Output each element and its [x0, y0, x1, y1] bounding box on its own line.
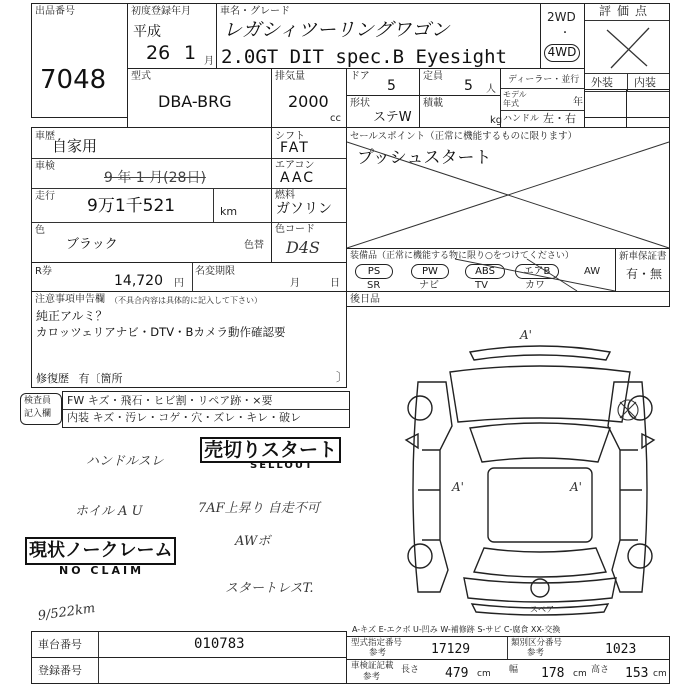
doors-box: [346, 68, 420, 96]
note-drive: 7AF上昇り 自走不可: [198, 501, 320, 516]
recycle-value: 14,720: [114, 273, 163, 289]
equip-sr: SR: [367, 280, 381, 291]
fuel-label: 燃料: [275, 190, 295, 201]
after-items-label: 後日品: [350, 294, 380, 305]
type-designation-box: [346, 636, 670, 660]
inspector-label: [20, 393, 62, 425]
color-value: ブラック: [66, 237, 118, 252]
km-unit: km: [220, 205, 238, 218]
sales-point-cross-mark: [347, 128, 671, 250]
note-start: スタートレスT.: [225, 581, 314, 596]
lot-number-box: [31, 3, 128, 118]
displacement: 2000: [288, 92, 329, 111]
equip-abs: ABS: [465, 264, 505, 279]
displacement-label: 排気量: [275, 71, 305, 82]
model-name-label: 車名・グレード: [220, 6, 290, 17]
length-value: 479: [445, 666, 469, 681]
yen-unit: 円: [174, 278, 184, 289]
fuel-value: ガソリン: [276, 201, 332, 217]
note-wheel: ホイル A U: [75, 504, 143, 519]
grade: 2.0GT DIT spec.B Eyesight: [221, 46, 507, 68]
doors-label: ドア: [350, 71, 370, 82]
repaint-label: 色替: [244, 240, 264, 251]
sellout-stamp: [200, 437, 358, 473]
notes-label: 注意事項申告欄: [35, 294, 105, 305]
history-label: 車歴: [35, 131, 55, 142]
after-items-box: [346, 291, 670, 307]
equip-tv: TV: [475, 280, 488, 291]
dealer-label: ディーラー・並行: [508, 75, 580, 85]
diagram-mark-front: A': [520, 328, 532, 342]
drive-4wd: 4WD: [544, 44, 580, 62]
type-designation-label: 型式指定番号: [351, 638, 403, 648]
width-label: 幅: [509, 665, 519, 675]
warranty-value: 有・無: [626, 267, 663, 281]
sellout-sub: SELLOUT: [250, 460, 314, 471]
inspector-label-1: 検査員: [24, 396, 52, 406]
mileage-value: 9万1千521: [87, 196, 176, 216]
color-code: D4S: [286, 238, 320, 257]
cc-unit: cc: [330, 113, 341, 124]
category-label: 類別区分番号: [511, 638, 563, 648]
model-name: レガシィツーリングワゴン: [223, 19, 450, 41]
type-designation-ref: 参考: [369, 648, 387, 658]
repair-label: 修復歴: [36, 372, 69, 385]
capacity: 5: [464, 78, 473, 94]
first-registration-box: [127, 3, 217, 69]
first-registration-label: 初度登録年月: [131, 6, 191, 17]
sales-point-text: プッシュスタート: [357, 148, 492, 168]
equip-airbag: エアB: [515, 264, 559, 279]
inspector-label-2: 記入欄: [24, 409, 52, 419]
registration-no-box: [31, 657, 347, 684]
capacity-label: 定員: [423, 71, 443, 82]
drive-2wd: 2WD: [547, 10, 576, 24]
type-designation-value: 17129: [431, 642, 471, 657]
era: 平成: [133, 24, 161, 40]
shape-label: 形状: [350, 98, 370, 109]
width-value: 178: [541, 666, 565, 681]
model-year-label: モデル年式: [503, 90, 527, 108]
length-unit: cm: [477, 669, 491, 679]
spare-label: スペア: [530, 605, 554, 614]
car-body-diagram: [400, 330, 660, 620]
name-change-label: 名変期限: [195, 266, 235, 277]
history-block: [31, 127, 272, 263]
chassis-value: 010783: [194, 636, 245, 652]
capacity-box: [419, 68, 501, 96]
inspector-row-1: FW キズ・飛石・ヒビ割・リペア跡・×要: [67, 394, 273, 407]
height-value: 153: [625, 666, 649, 681]
inspection-value: 9 年 1 月(28日): [104, 170, 206, 186]
sales-point-box: [346, 127, 670, 249]
score-label: 評価点: [599, 4, 654, 18]
equip-ps: PS: [355, 264, 393, 279]
repair-bracket-close: 〕: [336, 370, 349, 384]
notes-line-2: カロッツェリアナビ・DTV・Bカメラ動作確認要: [36, 325, 286, 339]
registration-year: 26: [146, 42, 171, 64]
person-unit: 人: [486, 84, 496, 95]
equipment-cross-mark: [347, 249, 617, 293]
recycle-label: R券: [35, 266, 52, 277]
history-value: 自家用: [52, 137, 98, 155]
chassis-box: [31, 631, 347, 658]
registration-month: 1: [184, 42, 197, 64]
model-code-label: 型式: [131, 71, 151, 82]
displacement-box: [271, 68, 347, 128]
lot-number: 7048: [40, 65, 107, 95]
equip-navi: ナビ: [419, 280, 439, 291]
inspector-table: [62, 391, 350, 428]
year-unit: 年: [573, 97, 583, 108]
width-unit: cm: [573, 669, 587, 679]
notes-line-1: 純正アルミ？: [36, 309, 108, 323]
interior-score-cell: [626, 89, 670, 128]
diagram-mark-right: A': [570, 480, 582, 494]
warranty-label: 新車保証書: [619, 251, 667, 262]
name-change-day: 日: [330, 278, 340, 289]
equip-pw: PW: [411, 264, 449, 279]
inspection-cert-label: 車検証記載: [351, 661, 394, 671]
equip-leather: カワ: [525, 280, 545, 291]
handle-label: ハンドル: [503, 114, 540, 124]
chassis-label: 車台番号: [38, 638, 82, 651]
drive-box: [540, 3, 585, 69]
equipment-label: 装備品（正常に機能する物に限り○をつけてください）: [350, 251, 574, 261]
lot-number-label: 出品番号: [35, 6, 75, 17]
shift-label: シフト: [275, 131, 305, 142]
shape-box: [346, 95, 420, 128]
mileage-label: 走行: [35, 191, 55, 202]
exterior-score-cell: [584, 89, 627, 128]
interior-label: 内装: [634, 76, 656, 89]
height-unit: cm: [653, 669, 667, 679]
doors: 5: [387, 78, 396, 94]
sales-point-label: セールスポイント（正常に機能するものに限ります）: [350, 131, 578, 142]
length-label: 長さ: [401, 665, 420, 675]
category-ref: 参考: [527, 648, 545, 658]
inspection-label: 車検: [35, 161, 55, 172]
category-value: 1023: [605, 642, 637, 657]
shift-value: FAT: [280, 140, 310, 156]
equipment-box: [346, 248, 616, 292]
handle-value: 左・右: [543, 112, 576, 125]
noclaim-stamp: [25, 537, 190, 581]
note-handle-scuff: ハンドルスレ: [86, 454, 164, 469]
notes-box: [31, 291, 347, 388]
damage-legend: A-キズ E-エクボ U-凹み W-補修跡 S-サビ C-腐食 XX-交換: [352, 625, 561, 634]
repair-value: 有〔箇所: [78, 372, 123, 385]
spec-right-block: [271, 127, 347, 263]
aircon-label: エアコン: [275, 160, 315, 171]
noclaim-sub: NO CLAIM: [59, 564, 145, 577]
color-code-label: 色コード: [275, 224, 315, 235]
model-code: DBA-BRG: [158, 92, 232, 111]
aircon-value: AAC: [280, 170, 316, 186]
note-mileage: 9/522km: [36, 601, 97, 624]
shape: ステW: [373, 110, 412, 125]
inspector-row-2: 内装 キズ・汚レ・コゲ・穴・ズレ・キレ・破レ: [67, 411, 302, 424]
equip-aw: AW: [584, 266, 601, 277]
load-box: [419, 95, 501, 128]
load-label: 積載: [423, 98, 443, 109]
noclaim-main: 現状ノークレーム: [25, 537, 176, 565]
warranty-box: [615, 248, 670, 292]
model-name-box: [216, 3, 541, 69]
recycle-row: [31, 262, 347, 292]
score-cross-mark: [585, 4, 671, 74]
notes-label-note: （不具合内容は具体的に記入して下さい）: [110, 296, 262, 305]
month-unit: 月: [204, 56, 214, 67]
note-aw: AWボ: [235, 534, 271, 549]
drive-separator: ・: [560, 28, 570, 39]
dimensions-ref: 参考: [363, 672, 381, 682]
height-label: 高さ: [591, 665, 610, 675]
color-label: 色: [35, 225, 45, 236]
diagram-mark-left: A': [452, 480, 464, 494]
registration-no-label: 登録番号: [38, 664, 82, 677]
sellout-main: 売切りスタート: [200, 437, 341, 463]
kg-unit: kg: [490, 115, 503, 126]
name-change-month: 月: [290, 278, 300, 289]
exterior-label: 外装: [591, 76, 613, 89]
model-code-box: [127, 68, 272, 128]
repair-history: [36, 370, 123, 387]
dealer-box: [500, 68, 585, 128]
dimensions-box: [346, 659, 670, 684]
